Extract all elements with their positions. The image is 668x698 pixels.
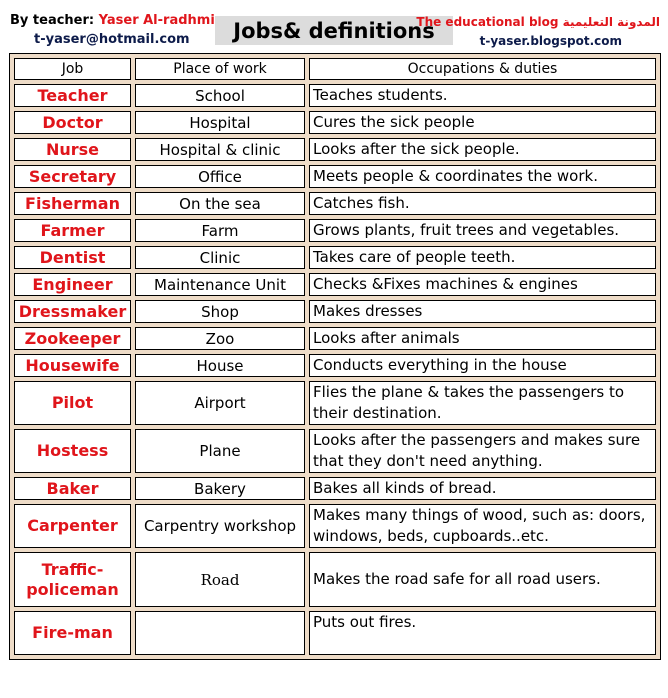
duty-cell: Looks after the passengers and makes sure that they don't need anything. <box>309 429 656 473</box>
column-header-place: Place of work <box>135 58 305 80</box>
job-cell: Fisherman <box>14 192 131 215</box>
table-row <box>14 477 656 500</box>
table-row <box>14 354 656 377</box>
job-cell: Housewife <box>14 354 131 377</box>
place-cell: Airport <box>135 381 305 425</box>
place-cell: Plane <box>135 429 305 473</box>
place-cell: Bakery <box>135 477 305 500</box>
job-cell: Traffic-policeman <box>14 552 131 607</box>
duty-cell: Bakes all kinds of bread. <box>309 477 656 500</box>
teacher-name: Yaser Al-radhmi <box>98 13 215 28</box>
place-cell: Office <box>135 165 305 188</box>
place-cell: Carpentry workshop <box>135 504 305 548</box>
place-cell: Hospital & clinic <box>135 138 305 161</box>
blog-label: The educational blog المدونة التعليمية <box>416 15 660 29</box>
job-cell: Dressmaker <box>14 300 131 323</box>
job-cell: Baker <box>14 477 131 500</box>
job-cell: Zookeeper <box>14 327 131 350</box>
table-row <box>14 138 656 161</box>
table-row <box>14 84 656 107</box>
table-row <box>14 327 656 350</box>
job-cell: Nurse <box>14 138 131 161</box>
table-header-row <box>14 58 656 80</box>
place-cell: On the sea <box>135 192 305 215</box>
place-cell: House <box>135 354 305 377</box>
place-cell: Zoo <box>135 327 305 350</box>
duty-cell: Catches fish. <box>309 192 656 215</box>
blog-url: t-yaser.blogspot.com <box>479 34 622 48</box>
place-cell: Road <box>135 552 305 607</box>
duty-cell: Takes care of people teeth. <box>309 246 656 269</box>
job-cell: Farmer <box>14 219 131 242</box>
job-cell: Dentist <box>14 246 131 269</box>
duty-cell: Looks after animals <box>309 327 656 350</box>
place-cell: Maintenance Unit <box>135 273 305 296</box>
place-cell: Clinic <box>135 246 305 269</box>
blog-block <box>416 14 660 50</box>
column-header-duties: Occupations & duties <box>309 58 656 80</box>
place-cell: Hospital <box>135 111 305 134</box>
author-block <box>10 12 215 48</box>
table-row <box>14 219 656 242</box>
table-row <box>14 300 656 323</box>
duty-cell: Flies the plane & takes the passengers to their destination. <box>309 381 656 425</box>
table-row <box>14 192 656 215</box>
place-cell <box>135 611 305 655</box>
table-row <box>14 429 656 473</box>
table-row <box>14 552 656 607</box>
place-cell: Farm <box>135 219 305 242</box>
job-cell: Engineer <box>14 273 131 296</box>
duty-cell: Cures the sick people <box>309 111 656 134</box>
duty-cell: Checks &Fixes machines & engines <box>309 273 656 296</box>
table-row <box>14 165 656 188</box>
table-row <box>14 504 656 548</box>
duty-cell: Makes dresses <box>309 300 656 323</box>
job-cell: Secretary <box>14 165 131 188</box>
jobs-table <box>9 53 661 660</box>
duty-cell: Looks after the sick people. <box>309 138 656 161</box>
duty-cell: Teaches students. <box>309 84 656 107</box>
job-cell: Doctor <box>14 111 131 134</box>
job-cell: Carpenter <box>14 504 131 548</box>
duty-cell: Meets people & coordinates the work. <box>309 165 656 188</box>
table-row <box>14 381 656 425</box>
table-row <box>14 611 656 655</box>
duty-cell: Makes many things of wood, such as: doors, windows, beds, cupboards..etc. <box>309 504 656 548</box>
place-cell: School <box>135 84 305 107</box>
job-cell: Fire-man <box>14 611 131 655</box>
page-title: Jobs& definitions <box>215 16 453 45</box>
duty-cell: Puts out fires. <box>309 611 656 655</box>
job-cell: Pilot <box>14 381 131 425</box>
table-row <box>14 111 656 134</box>
by-label: By teacher: <box>10 13 95 28</box>
table-row <box>14 246 656 269</box>
duty-cell: Makes the road safe for all road users. <box>309 552 656 607</box>
job-cell: Teacher <box>14 84 131 107</box>
column-header-job: Job <box>14 58 131 80</box>
place-cell: Shop <box>135 300 305 323</box>
duty-cell: Conducts everything in the house <box>309 354 656 377</box>
duty-cell: Grows plants, fruit trees and vegetables. <box>309 219 656 242</box>
author-email: t-yaser@hotmail.com <box>34 32 190 47</box>
table-row <box>14 273 656 296</box>
job-cell: Hostess <box>14 429 131 473</box>
